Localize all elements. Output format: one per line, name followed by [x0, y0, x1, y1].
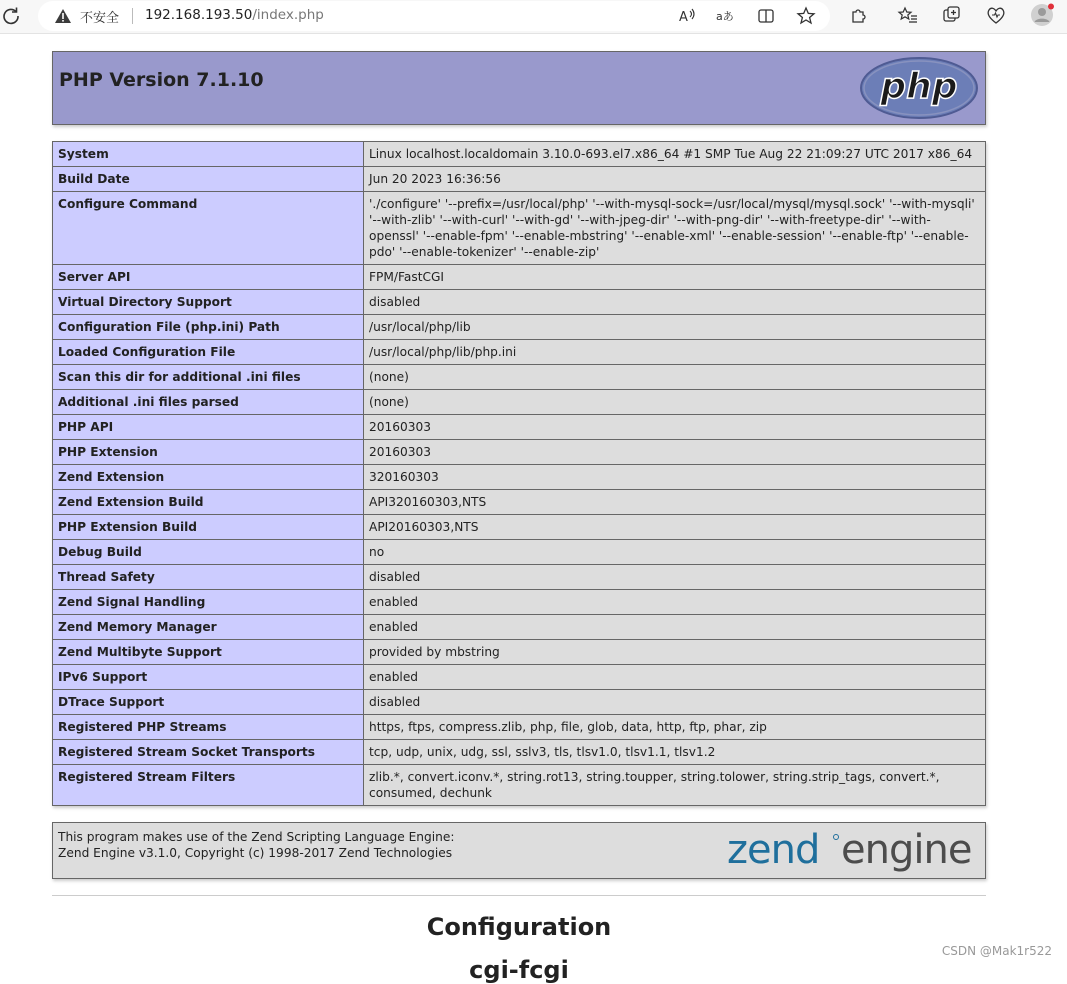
zend-credit	[58, 829, 454, 861]
info-row	[53, 740, 986, 765]
svg-text:A: A	[679, 10, 688, 25]
browser-essentials-icon[interactable]	[985, 4, 1007, 26]
info-key: Build Date	[53, 167, 364, 192]
info-key: Registered Stream Socket Transports	[53, 740, 364, 765]
info-row	[53, 290, 986, 315]
info-value: https, ftps, compress.zlib, php, file, glob, data, http, ftp, phar, zip	[364, 715, 986, 740]
info-key: Zend Multibyte Support	[53, 640, 364, 665]
info-row	[53, 490, 986, 515]
zend-logo-word1: zend	[727, 827, 820, 873]
info-row	[53, 440, 986, 465]
info-key: PHP API	[53, 415, 364, 440]
info-value: 20160303	[364, 440, 986, 465]
info-value: disabled	[364, 290, 986, 315]
info-value: (none)	[364, 390, 986, 415]
section-divider	[52, 895, 986, 896]
csdn-watermark: CSDN @Mak1r522	[941, 944, 1052, 958]
info-value: 20160303	[364, 415, 986, 440]
translate-icon[interactable]	[715, 5, 737, 27]
url-host: 192.168.193.50	[145, 7, 253, 23]
info-key: Zend Extension Build	[53, 490, 364, 515]
info-key: Zend Signal Handling	[53, 590, 364, 615]
phpinfo-page	[52, 51, 986, 984]
info-key: Configuration File (php.ini) Path	[53, 315, 364, 340]
info-table	[52, 141, 986, 806]
info-row	[53, 615, 986, 640]
version-header	[52, 51, 986, 125]
info-row	[53, 640, 986, 665]
info-value: './configure' '--prefix=/usr/local/php' '--with-mysql-sock=/usr/local/mysql/mysql.sock' '--with-mysqli' '--with-zlib' '--with-curl' '--with-gd' '--with-jpeg-dir' '--with-png-dir' '--with-freetype-dir' '--with-openssl' '--enable-fpm' '--enable-mbstring' '--enable-xml' '--enable-session' '--enable-ftp' '--enable-pdo' '--enable-tokenizer' '--enable-zip'	[364, 192, 986, 265]
favorite-star-icon[interactable]	[795, 5, 817, 27]
page-title: PHP Version 7.1.10	[59, 69, 264, 91]
info-row	[53, 565, 986, 590]
info-value: enabled	[364, 665, 986, 690]
info-key: Scan this dir for additional .ini files	[53, 365, 364, 390]
info-key: Loaded Configuration File	[53, 340, 364, 365]
info-value: tcp, udp, unix, udg, ssl, sslv3, tls, tlsv1.0, tlsv1.1, tlsv1.2	[364, 740, 986, 765]
browser-toolbar	[0, 0, 1067, 34]
info-row	[53, 265, 986, 290]
zend-engine-logo-icon[interactable]	[727, 827, 979, 875]
address-bar[interactable]	[38, 1, 830, 31]
zend-line-1: This program makes use of the Zend Scripting Language Engine:	[58, 830, 455, 844]
info-value: enabled	[364, 615, 986, 640]
info-row	[53, 465, 986, 490]
zend-logo-word2: engine	[841, 827, 972, 873]
cgi-fcgi-heading: cgi-fcgi	[469, 956, 569, 984]
info-value: Jun 20 2023 16:36:56	[364, 167, 986, 192]
info-key: Zend Extension	[53, 465, 364, 490]
info-key: Server API	[53, 265, 364, 290]
info-value: provided by mbstring	[364, 640, 986, 665]
read-aloud-icon[interactable]	[676, 5, 698, 27]
svg-text:aあ: aあ	[716, 10, 734, 23]
info-row	[53, 340, 986, 365]
reader-view-icon[interactable]	[755, 5, 777, 27]
info-key: Debug Build	[53, 540, 364, 565]
info-row	[53, 590, 986, 615]
info-value: API20160303,NTS	[364, 515, 986, 540]
info-key: Zend Memory Manager	[53, 615, 364, 640]
info-row	[53, 390, 986, 415]
php-logo-icon[interactable]	[859, 56, 979, 120]
info-row	[53, 365, 986, 390]
security-label[interactable]: 不安全	[80, 11, 120, 26]
info-row	[53, 665, 986, 690]
info-row	[53, 715, 986, 740]
info-key: Registered Stream Filters	[53, 765, 364, 806]
info-value: API320160303,NTS	[364, 490, 986, 515]
profile-avatar-icon[interactable]	[1030, 3, 1054, 27]
info-row	[53, 415, 986, 440]
info-value: 320160303	[364, 465, 986, 490]
collections-icon[interactable]	[941, 4, 963, 26]
info-key: Registered PHP Streams	[53, 715, 364, 740]
info-row	[53, 142, 986, 167]
reload-icon[interactable]	[0, 5, 22, 27]
info-row	[53, 540, 986, 565]
info-value: disabled	[364, 565, 986, 590]
info-key: System	[53, 142, 364, 167]
info-value: enabled	[364, 590, 986, 615]
info-key: IPv6 Support	[53, 665, 364, 690]
info-row	[53, 765, 986, 806]
warning-icon[interactable]	[54, 8, 72, 24]
info-value: zlib.*, convert.iconv.*, string.rot13, string.toupper, string.tolower, string.strip_tags, convert.*, consumed, dechunk	[364, 765, 986, 806]
info-key: PHP Extension Build	[53, 515, 364, 540]
info-row	[53, 690, 986, 715]
info-value: no	[364, 540, 986, 565]
zend-engine-box	[52, 822, 986, 879]
info-value: disabled	[364, 690, 986, 715]
info-row	[53, 315, 986, 340]
info-key: PHP Extension	[53, 440, 364, 465]
address-divider	[132, 8, 133, 24]
info-value: /usr/local/php/lib/php.ini	[364, 340, 986, 365]
favorites-list-icon[interactable]	[897, 4, 919, 26]
info-value: Linux localhost.localdomain 3.10.0-693.el7.x86_64 #1 SMP Tue Aug 22 21:09:27 UTC 2017 x86_64	[364, 142, 986, 167]
extensions-icon[interactable]	[848, 4, 870, 26]
configuration-heading: Configuration	[426, 913, 612, 941]
zend-line-2: Zend Engine v3.1.0, Copyright (c) 1998-2017 Zend Technologies	[58, 846, 453, 860]
info-key: Virtual Directory Support	[53, 290, 364, 315]
info-key: DTrace Support	[53, 690, 364, 715]
url-path: /index.php	[252, 7, 324, 23]
info-value: /usr/local/php/lib	[364, 315, 986, 340]
info-key: Thread Safety	[53, 565, 364, 590]
info-key: Configure Command	[53, 192, 364, 265]
info-value: FPM/FastCGI	[364, 265, 986, 290]
php-logo-text: php	[880, 66, 958, 107]
info-key: Additional .ini files parsed	[53, 390, 364, 415]
info-row	[53, 192, 986, 265]
url-text[interactable]	[145, 7, 324, 23]
info-value: (none)	[364, 365, 986, 390]
info-row	[53, 515, 986, 540]
info-row	[53, 167, 986, 192]
